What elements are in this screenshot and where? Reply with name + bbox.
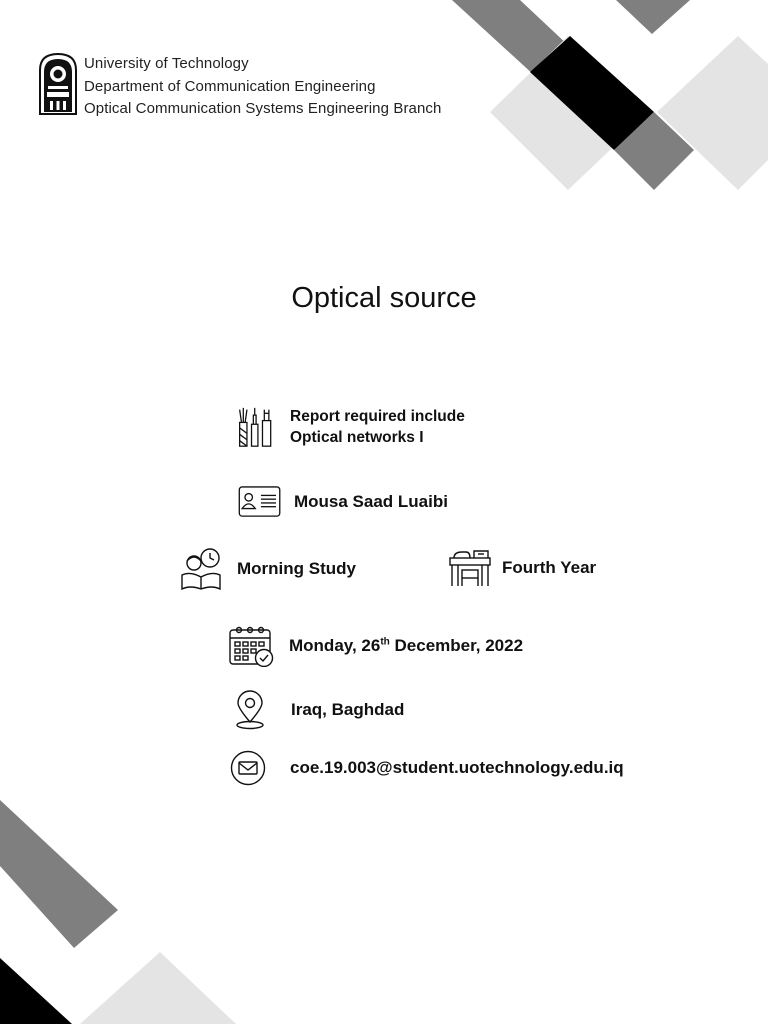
university-seal-icon: [38, 52, 78, 116]
year-row: [448, 548, 596, 588]
report-row: [236, 403, 465, 451]
date-suffix: th: [380, 636, 390, 648]
envelope-icon: [230, 750, 266, 786]
header-text: [84, 53, 441, 121]
department-name: Department of Communication Engineering: [84, 77, 376, 95]
classroom-desk-icon: [448, 548, 492, 588]
date-rest: December, 2022: [389, 636, 524, 655]
id-card-icon: [238, 486, 282, 518]
email-row: [230, 750, 624, 786]
year-label: Fourth Year: [502, 558, 597, 577]
report-text: [290, 406, 465, 448]
report-line-2: Optical networks I: [290, 429, 424, 446]
branch-name: Optical Communication Systems Engineering Branch: [84, 100, 442, 117]
location-row: [233, 690, 404, 730]
date-prefix: Monday, 26: [289, 636, 381, 655]
date-row: [229, 625, 523, 667]
student-reading-icon: [178, 547, 224, 591]
student-name: Mousa Saad Luaibi: [294, 492, 448, 511]
study-label: Morning Study: [237, 559, 356, 578]
study-row: [178, 547, 356, 591]
deco-triangle-gray-top: [616, 0, 690, 34]
email-label[interactable]: coe.19.003@student.uotechnology.edu.iq: [290, 758, 624, 777]
student-row: [238, 486, 448, 518]
fiber-cables-icon: [236, 403, 278, 451]
report-line-1: Report required include: [290, 408, 465, 425]
deco-band-gray-bottom: [0, 800, 118, 948]
date-text: [289, 636, 523, 656]
calendar-check-icon: [229, 625, 275, 667]
deco-triangle-light-bottom: [80, 952, 236, 1024]
document-title: Optical source: [291, 282, 477, 314]
deco-triangle-black-bottom: [0, 958, 72, 1024]
university-name: University of Technology: [84, 55, 249, 72]
location-pin-icon: [233, 690, 267, 730]
location-label: Iraq, Baghdad: [291, 700, 405, 719]
